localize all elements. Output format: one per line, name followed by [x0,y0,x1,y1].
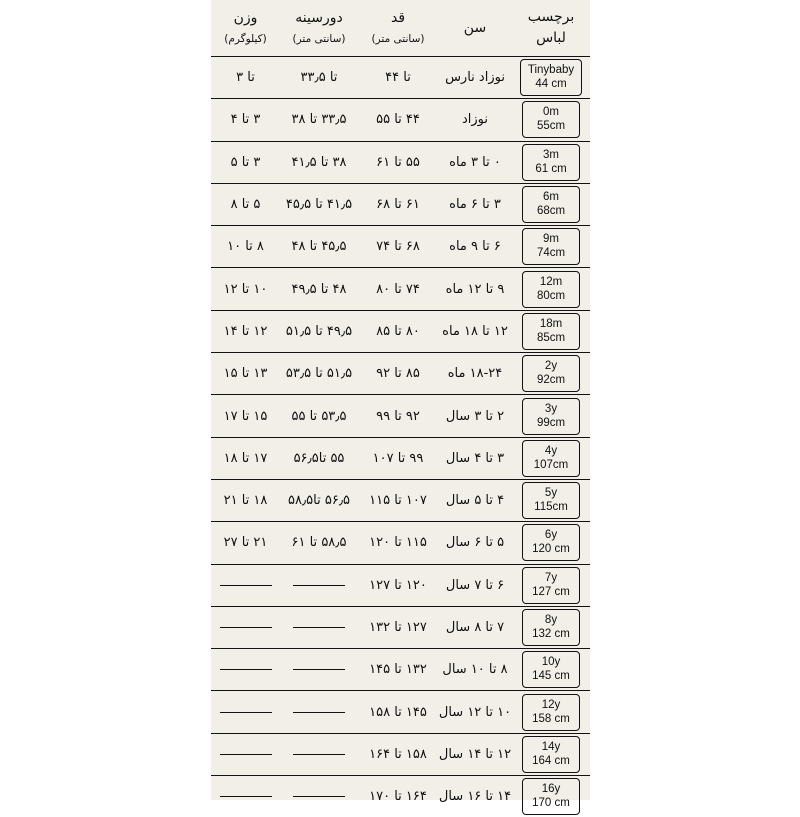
size-badge-line1: 14y [530,740,572,754]
cell-age-text: ۱۸-۲۴ ماه [448,366,503,381]
table-row [211,479,590,521]
size-badge-line1: 0m [530,105,572,119]
cell-height [358,268,438,310]
cell-weight [211,141,280,183]
cell-chest [280,310,358,352]
cell-height-text: ۱۲۰ تا ۱۲۷ [369,578,427,593]
cell-height [358,310,438,352]
cell-size-label [512,479,590,521]
size-badge-line2: 74cm [530,246,572,260]
cell-chest [280,268,358,310]
column-header-chest-text: دورسینه [295,10,342,26]
cell-height-text: ۴۴ تا ۵۵ [376,112,420,127]
cell-age [438,606,512,648]
cell-size-label [512,564,590,606]
cell-age-text: ۶ تا ۷ سال [446,578,504,593]
cell-age [438,437,512,479]
table-row [211,183,590,225]
cell-height-text: ۹۲ تا ۹۹ [376,409,420,424]
cell-age [438,733,512,775]
size-badge [522,440,580,477]
cell-height [358,395,438,437]
cell-weight [211,691,280,733]
cell-weight [211,226,280,268]
table-row [211,395,590,437]
cell-age [438,649,512,691]
empty-dash [293,754,345,755]
table-row [211,141,590,183]
cell-size-label [512,606,590,648]
column-header-weight-unit: (کیلوگرم) [211,32,280,48]
size-badge-line1: 3y [530,402,572,416]
cell-age-text: ۱۲ تا ۱۸ ماه [442,324,508,339]
cell-chest-text: ۴۱٫۵ تا ۴۵٫۵ [286,197,352,212]
cell-age [438,353,512,395]
cell-chest-text: تا ۳۳٫۵ [301,70,338,85]
cell-chest [280,226,358,268]
column-header-label [512,0,590,57]
cell-size-label [512,395,590,437]
cell-height-text: ۶۸ تا ۷۴ [376,239,420,254]
cell-weight-text: ۱۳ تا ۱۵ [224,366,268,381]
size-badge [522,398,580,435]
column-header-height-text: قد [391,10,405,26]
cell-age-text: ۶ تا ۹ ماه [449,239,501,254]
size-badge-line1: 9m [530,232,572,246]
cell-size-label [512,183,590,225]
cell-weight-text: ۱۰ تا ۱۲ [224,282,268,297]
empty-dash [293,669,345,670]
size-badge [522,694,580,731]
cell-chest [280,99,358,141]
size-badge-line2: 127 cm [530,585,572,599]
size-badge-line2: 55cm [530,119,572,133]
column-header-age [438,0,512,57]
cell-weight [211,99,280,141]
size-badge [522,271,580,308]
cell-age-text: ۸ تا ۱۰ سال [442,662,507,677]
cell-weight [211,268,280,310]
size-badge-line1: 2y [530,359,572,373]
size-badge-line1: 6m [530,190,572,204]
size-badge-line2: 164 cm [530,754,572,768]
cell-chest-text: ۵۸٫۵ تا ۶۱ [292,535,347,550]
table-row [211,57,590,99]
cell-height [358,226,438,268]
size-badge-line2: 61 cm [530,162,572,176]
size-badge-line1: 16y [530,782,572,796]
size-badge-line2: 80cm [530,289,572,303]
empty-dash [293,627,345,628]
cell-age [438,310,512,352]
size-badge-line2: 85cm [530,331,572,345]
cell-weight [211,353,280,395]
empty-dash [293,712,345,713]
cell-chest [280,564,358,606]
size-badge-line2: 158 cm [530,712,572,726]
size-badge [522,736,580,773]
cell-age [438,564,512,606]
cell-height [358,479,438,521]
cell-age-text: ۱۴ تا ۱۶ سال [439,789,511,804]
cell-age [438,183,512,225]
size-badge-line1: 18m [530,317,572,331]
column-header-weight-text: وزن [234,10,258,26]
table-row [211,268,590,310]
size-badge-line1: 8y [530,613,572,627]
cell-chest [280,395,358,437]
table-row [211,310,590,352]
cell-weight-text: تا ۳ [236,70,255,85]
cell-chest [280,522,358,564]
cell-weight-text: ۵ تا ۸ [231,197,261,212]
cell-chest-text: ۳۸ تا ۴۱٫۵ [292,155,347,170]
size-badge [522,101,580,138]
cell-height-text: ۱۳۲ تا ۱۴۵ [369,662,427,677]
size-badge-line1: 4y [530,444,572,458]
header-row [211,0,590,57]
size-badge-line2: 107cm [530,458,572,472]
cell-age [438,99,512,141]
table-row [211,226,590,268]
table-row [211,649,590,691]
cell-age [438,522,512,564]
cell-height [358,606,438,648]
cell-weight [211,395,280,437]
size-chart-table [211,0,590,817]
size-badge-line1: 3m [530,148,572,162]
cell-age-text: نوزاد نارس [445,70,505,85]
size-badge [522,355,580,392]
table-row [211,733,590,775]
cell-age-text: نوزاد [462,112,488,127]
size-badge-line2: 145 cm [530,669,572,683]
size-badge [522,228,580,265]
cell-chest [280,606,358,648]
cell-size-label [512,733,590,775]
table-row [211,353,590,395]
table-body [211,57,590,817]
empty-dash [220,627,272,628]
table-row [211,564,590,606]
cell-age [438,268,512,310]
cell-weight-text: ۳ تا ۴ [231,112,261,127]
cell-chest [280,649,358,691]
cell-age [438,395,512,437]
column-header-height-unit: (سانتی متر) [358,32,438,48]
cell-age-text: ۴ تا ۵ سال [446,493,504,508]
cell-weight [211,733,280,775]
cell-chest-text: ۴۵٫۵ تا ۴۸ [292,239,347,254]
cell-age [438,479,512,521]
cell-chest-text: ۳۳٫۵ تا ۳۸ [292,112,347,127]
cell-chest-text: ۵۵ تا۵۶٫۵ [294,451,345,466]
cell-weight [211,649,280,691]
column-header-age-text: سن [464,20,486,36]
size-badge [522,186,580,223]
cell-chest-text: ۵۳٫۵ تا ۵۵ [292,409,347,424]
table-row [211,776,590,817]
size-badge-line2: 115cm [530,500,572,514]
cell-chest-text: ۵۶٫۵ تا۵۸٫۵ [288,493,350,508]
table-row [211,691,590,733]
cell-weight-text: ۱۸ تا ۲۱ [224,493,268,508]
size-badge-line2: 120 cm [530,542,572,556]
cell-age [438,57,512,99]
cell-age-text: ۱۰ تا ۱۲ سال [439,705,511,720]
cell-chest [280,183,358,225]
size-badge-line2: 99cm [530,416,572,430]
cell-weight [211,522,280,564]
cell-age-text: ۳ تا ۴ سال [446,451,504,466]
size-badge-line1: 5y [530,486,572,500]
cell-weight [211,606,280,648]
cell-chest-text: ۴۸ تا ۴۹٫۵ [292,282,347,297]
cell-chest [280,437,358,479]
cell-size-label [512,353,590,395]
size-badge-line2: 170 cm [530,796,572,810]
empty-dash [220,796,272,797]
table-row [211,606,590,648]
cell-height [358,57,438,99]
size-chart-sheet [211,0,590,800]
cell-age-text: ۰ تا ۳ ماه [449,155,501,170]
cell-height [358,649,438,691]
column-header-label-text: برچسب لباس [528,9,575,46]
cell-weight [211,310,280,352]
size-badge-line1: Tinybaby [528,63,574,77]
cell-height [358,99,438,141]
cell-height-text: ۸۰ تا ۸۵ [376,324,420,339]
cell-weight [211,57,280,99]
size-badge [522,144,580,181]
cell-age [438,226,512,268]
empty-dash [220,754,272,755]
cell-height [358,437,438,479]
cell-age-text: ۷ تا ۸ سال [446,620,504,635]
column-header-chest [280,0,358,57]
cell-height [358,733,438,775]
cell-age-text: ۱۲ تا ۱۴ سال [439,747,511,762]
size-badge-line1: 7y [530,571,572,585]
cell-height [358,564,438,606]
empty-dash [220,585,272,586]
cell-weight [211,564,280,606]
cell-weight [211,437,280,479]
cell-size-label [512,437,590,479]
cell-chest [280,776,358,817]
cell-height-text: تا ۴۴ [385,70,411,85]
cell-size-label [512,649,590,691]
cell-size-label [512,226,590,268]
empty-dash [220,712,272,713]
size-badge-line2: 68cm [530,204,572,218]
cell-height-text: ۶۱ تا ۶۸ [376,197,420,212]
empty-dash [293,585,345,586]
cell-size-label [512,141,590,183]
size-badge-line1: 12m [530,275,572,289]
cell-size-label [512,310,590,352]
cell-weight [211,479,280,521]
empty-dash [293,796,345,797]
cell-height [358,183,438,225]
cell-weight-text: ۲۱ تا ۲۷ [224,535,268,550]
cell-chest [280,353,358,395]
cell-chest [280,141,358,183]
cell-height-text: ۷۴ تا ۸۰ [376,282,420,297]
cell-chest [280,57,358,99]
empty-dash [220,669,272,670]
cell-age [438,141,512,183]
table-row [211,522,590,564]
cell-weight-text: ۱۷ تا ۱۸ [224,451,268,466]
cell-height-text: ۱۵۸ تا ۱۶۴ [369,747,427,762]
column-header-height [358,0,438,57]
size-badge [522,567,580,604]
cell-weight-text: ۱۲ تا ۱۴ [224,324,268,339]
cell-height [358,353,438,395]
column-header-weight [211,0,280,57]
cell-size-label [512,691,590,733]
cell-age-text: ۹ تا ۱۲ ماه [446,282,505,297]
size-badge [522,651,580,688]
cell-height-text: ۱۱۵ تا ۱۲۰ [369,535,427,550]
cell-weight-text: ۳ تا ۵ [231,155,261,170]
cell-age-text: ۳ تا ۶ ماه [449,197,501,212]
cell-height [358,691,438,733]
cell-age-text: ۵ تا ۶ سال [446,535,504,550]
size-badge [522,313,580,350]
cell-height-text: ۹۹ تا ۱۰۷ [373,451,424,466]
cell-height-text: ۱۲۷ تا ۱۳۲ [369,620,427,635]
size-badge [522,778,580,815]
cell-size-label [512,99,590,141]
cell-size-label [512,268,590,310]
cell-weight [211,183,280,225]
cell-height-text: ۸۵ تا ۹۲ [376,366,420,381]
size-badge-line2: 44 cm [528,77,574,91]
cell-height [358,522,438,564]
size-badge [522,482,580,519]
cell-age-text: ۲ تا ۳ سال [446,409,504,424]
size-badge-line1: 6y [530,528,572,542]
cell-chest-text: ۴۹٫۵ تا ۵۱٫۵ [286,324,352,339]
cell-weight [211,776,280,817]
size-badge [522,524,580,561]
cell-height-text: ۱۴۵ تا ۱۵۸ [369,705,427,720]
cell-height [358,776,438,817]
table-header [211,0,590,57]
cell-height [358,141,438,183]
cell-chest [280,479,358,521]
cell-size-label [512,57,590,99]
table-row [211,99,590,141]
size-badge-line2: 92cm [530,373,572,387]
cell-chest [280,733,358,775]
cell-chest [280,691,358,733]
cell-size-label [512,522,590,564]
cell-weight-text: ۸ تا ۱۰ [227,239,264,254]
size-badge-line2: 132 cm [530,627,572,641]
cell-height-text: ۵۵ تا ۶۱ [376,155,420,170]
size-badge-line1: 12y [530,698,572,712]
cell-age [438,776,512,817]
table-row [211,437,590,479]
size-badge [520,59,582,96]
cell-chest-text: ۵۱٫۵ تا ۵۳٫۵ [286,366,352,381]
size-badge-line1: 10y [530,655,572,669]
column-header-chest-unit: (سانتی متر) [280,32,358,48]
cell-age [438,691,512,733]
size-badge [522,609,580,646]
cell-height-text: ۱۶۴ تا ۱۷۰ [369,789,427,804]
cell-weight-text: ۱۵ تا ۱۷ [224,409,268,424]
cell-size-label [512,776,590,817]
cell-height-text: ۱۰۷ تا ۱۱۵ [369,493,427,508]
